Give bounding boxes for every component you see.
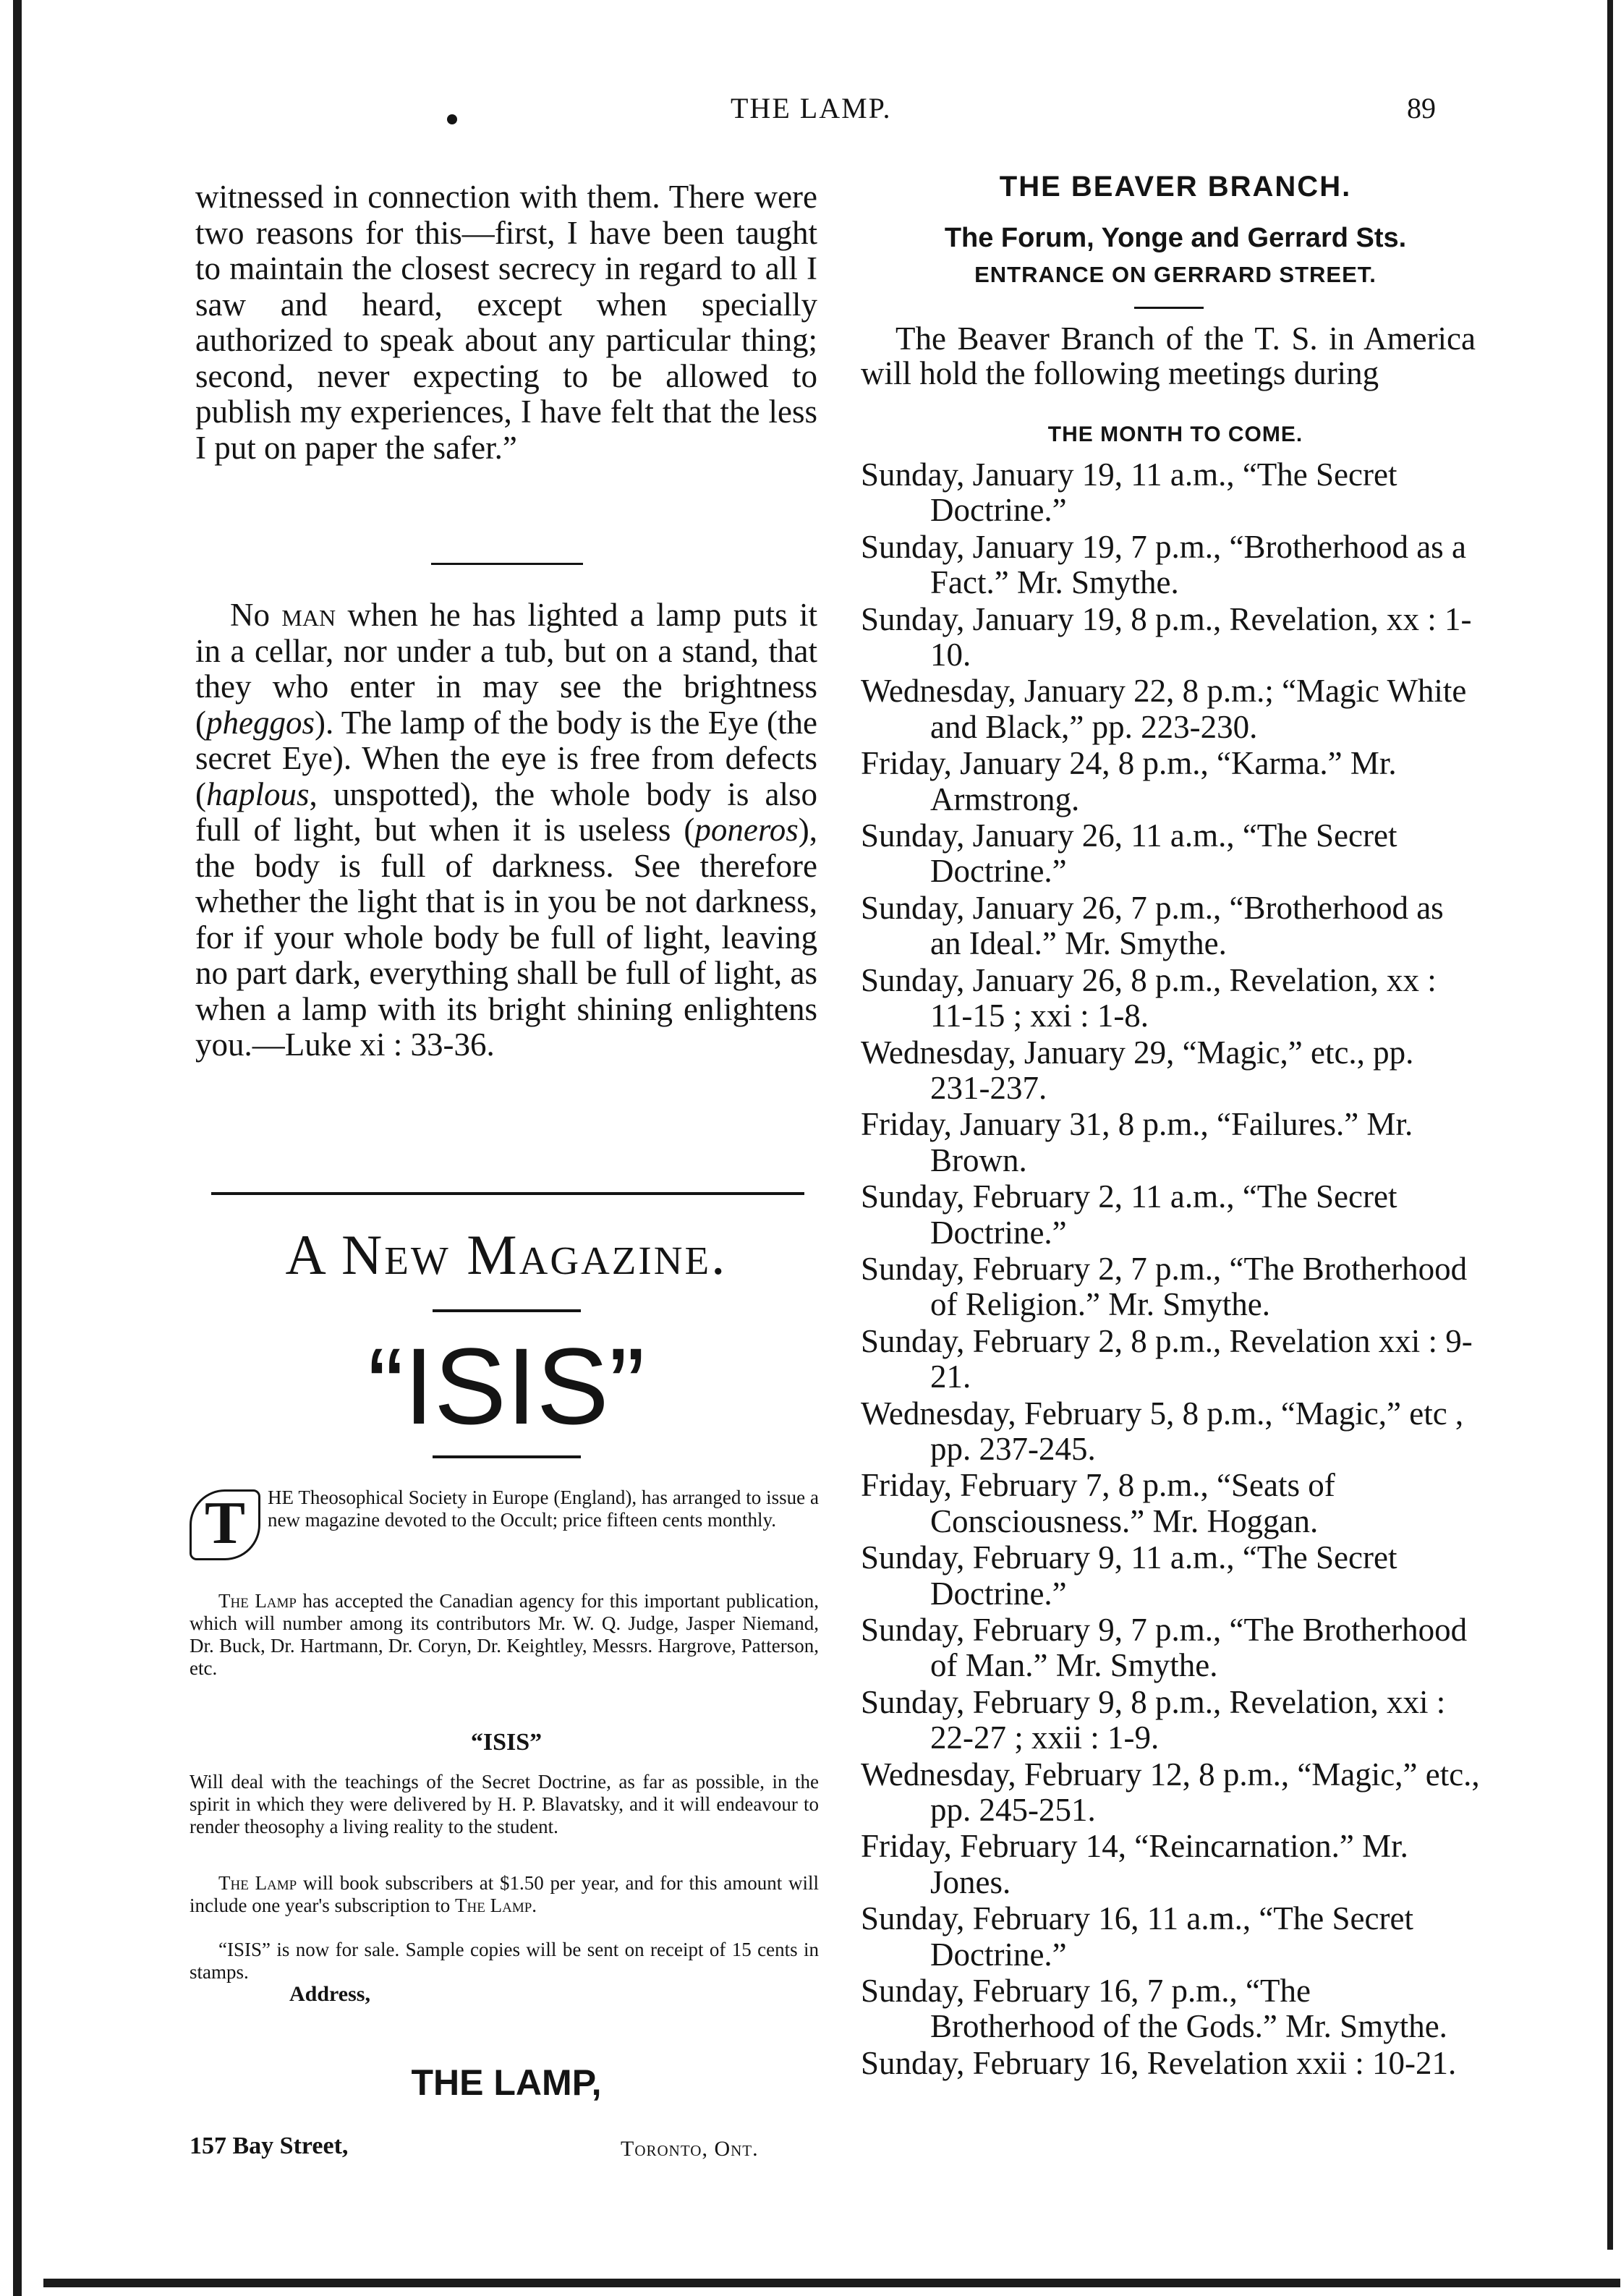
page-number: 89	[1407, 92, 1436, 124]
meeting-entry: Sunday, February 9, 7 p.m., “The Brotherhood of Man.” Mr. Smythe.	[861, 1612, 1468, 1684]
meeting-entry: Sunday, February 2, 8 p.m., Revelation xxi : 9-21.	[861, 1322, 1473, 1395]
quote-paragraph	[195, 179, 817, 466]
meeting-entry: Sunday, January 19, 8 p.m., Revelation, xx : 1-10.	[861, 600, 1472, 673]
magazine-name-rule	[433, 1455, 581, 1458]
publisher-street: 157 Bay Street,	[190, 2133, 349, 2159]
advertisement-description: Will deal with the teachings of the Secret Doctrine, as far as possible, in the spirit in which they were delivered by H. P. Blavatsky, and it will endeavour to render theosophy a living reality to the student.	[190, 1771, 819, 1837]
running-head: THE LAMP.	[731, 92, 892, 124]
publisher-name: THE LAMP,	[411, 2062, 602, 2103]
quote-text: witnessed in connection with them. There were two reasons for this—first, I have been taught to maintain the closest secrecy in regard to all I saw and heard, except when specially authorized to speak about any particular thing; second, never expecting to be allowed to publish my experiences, I have felt that the less I put on paper the safer.”	[195, 179, 817, 466]
scripture-greek-2: haplous	[206, 775, 310, 812]
meetings-list	[861, 457, 1481, 2082]
meeting-entry: Sunday, February 9, 8 p.m., Revelation, xxi : 22-27 ; xxii : 1-9.	[861, 1683, 1446, 1756]
printer-dot-mark	[447, 114, 457, 124]
meeting-entry: Sunday, January 26, 8 p.m., Revelation, xx : 11-15 ; xxi : 1-8.	[861, 961, 1437, 1034]
scripture-text-1: when he has lighted a lamp puts it in a cellar, nor under a tub, but on a stand, that they who enter in may see the brightness (	[195, 597, 817, 741]
page-edge-left	[13, 0, 22, 2296]
advertisement-title-rule	[433, 1309, 581, 1312]
lamp-name-2: The Lamp	[455, 1895, 532, 1916]
scripture-paragraph	[195, 598, 817, 1063]
magazine-name: “ISIS”	[367, 1325, 645, 1447]
meeting-entry: Wednesday, February 12, 8 p.m., “Magic,” etc., pp. 245-251.	[861, 1756, 1480, 1829]
lamp-name: The Lamp	[218, 1872, 297, 1894]
advertisement-agency	[190, 1590, 819, 1680]
meeting-entry: Friday, January 31, 8 p.m., “Failures.” Mr. Brown.	[861, 1106, 1413, 1178]
page-edge-bottom	[43, 2279, 1620, 2287]
meeting-entry: Sunday, February 16, 7 p.m., “The Brotherhood of the Gods.” Mr. Smythe.	[861, 1973, 1447, 2045]
meeting-entry: Wednesday, February 5, 8 p.m., “Magic,” etc , pp. 237-245.	[861, 1395, 1464, 1467]
lamp-name: The Lamp	[218, 1590, 297, 1612]
scripture-small-caps: man	[281, 597, 336, 633]
meeting-entry: Sunday, February 16, 11 a.m., “The Secret Doctrine.”	[861, 1900, 1413, 1973]
advertisement-sale-notice: “ISIS” is now for sale. Sample copies will be sent on receipt of 15 cents in stamps.	[190, 1939, 819, 1983]
scripture-text-4: ), the body is full of darkness. See therefore whether the light that is in you be not darkness, for if your whole body be full of light, leaving no part dark, everything shall be full of light, as when a lamp with its bright shining enlightens you.—Luke xi : 33-36.	[195, 812, 817, 1063]
section-divider	[431, 563, 583, 565]
scripture-text-3: , unspotted), the whole body is also full of light, but when it is useless (	[195, 775, 817, 848]
subscription-end: .	[532, 1895, 537, 1916]
branch-venue: The Forum, Yonge and Gerrard Sts.	[944, 223, 1407, 253]
advertisement-title: A New Magazine.	[285, 1223, 728, 1286]
scripture-greek-1: pheggos	[206, 704, 315, 741]
meeting-entry: Sunday, January 26, 7 p.m., “Brotherhood as an Ideal.” Mr. Smythe.	[861, 889, 1444, 962]
agency-text: has accepted the Canadian agency for this important publication, which will number among its contributors Mr. W. Q. Judge, Jasper Niemand, Dr. Buck, Dr. Hartmann, Dr. Coryn, Dr. Keightley, Messrs. Hargrove, Patterson, etc.	[190, 1590, 819, 1679]
drop-cap-letter: T	[190, 1489, 260, 1560]
meeting-entry: Friday, February 7, 8 p.m., “Seats of Consciousness.” Mr. Hoggan.	[861, 1467, 1335, 1539]
meeting-entry: Wednesday, January 29, “Magic,” etc., pp. 231-237.	[861, 1034, 1414, 1106]
meeting-entry: Sunday, February 2, 7 p.m., “The Brotherhood of Religion.” Mr. Smythe.	[861, 1250, 1468, 1323]
advertisement-top-rule	[211, 1192, 804, 1195]
month-heading: THE MONTH TO COME.	[1047, 422, 1303, 446]
meeting-entry: Sunday, February 2, 11 a.m., “The Secret Doctrine.”	[861, 1178, 1397, 1251]
meeting-entry: Sunday, February 9, 11 a.m., “The Secret Doctrine.”	[861, 1539, 1397, 1612]
branch-title: THE BEAVER BRANCH.	[999, 171, 1352, 203]
meeting-entry: Sunday, January 19, 7 p.m., “Brotherhood as a Fact.” Mr. Smythe.	[861, 528, 1466, 601]
meeting-entry: Friday, February 14, “Reincarnation.” Mr. Jones.	[861, 1828, 1408, 1900]
scripture-opening: No	[230, 597, 270, 633]
scripture-text-2: ). The lamp of the body is the Eye (the secret Eye). When the eye is free from defects (	[195, 704, 817, 812]
publisher-city: Toronto, Ont.	[621, 2137, 759, 2161]
advertisement-subscription	[190, 1872, 819, 1917]
subscription-text: will book subscribers at $1.50 per year, and for this amount will include one year's subscription to	[190, 1872, 820, 1916]
branch-intro: The Beaver Branch of the T. S. in America will hold the following meetings during	[861, 320, 1476, 391]
page-edge-right	[1607, 0, 1613, 2250]
branch-entrance: ENTRANCE ON GERRARD STREET.	[974, 262, 1377, 287]
meeting-entry: Friday, January 24, 8 p.m., “Karma.” Mr. Armstrong.	[861, 745, 1397, 817]
scripture-greek-3: poneros	[694, 812, 799, 848]
meeting-entry: Sunday, February 16, Revelation xxii : 10-21.	[861, 2044, 1457, 2081]
advertisement-intro-text: HE Theosophical Society in Europe (England), has arranged to issue a new magazine devoted to the Occult; price fifteen cents monthly.	[268, 1487, 819, 1531]
advertisement-intro	[190, 1487, 819, 1560]
address-label: Address,	[289, 1982, 370, 2006]
branch-divider	[1134, 307, 1204, 309]
advertisement-subhead: “ISIS”	[470, 1729, 543, 1756]
meeting-entry: Sunday, January 19, 11 a.m., “The Secret Doctrine.”	[861, 456, 1397, 529]
meeting-entry: Wednesday, January 22, 8 p.m.; “Magic White and Black,” pp. 223-230.	[861, 673, 1467, 745]
meeting-entry: Sunday, January 26, 11 a.m., “The Secret Doctrine.”	[861, 817, 1397, 890]
